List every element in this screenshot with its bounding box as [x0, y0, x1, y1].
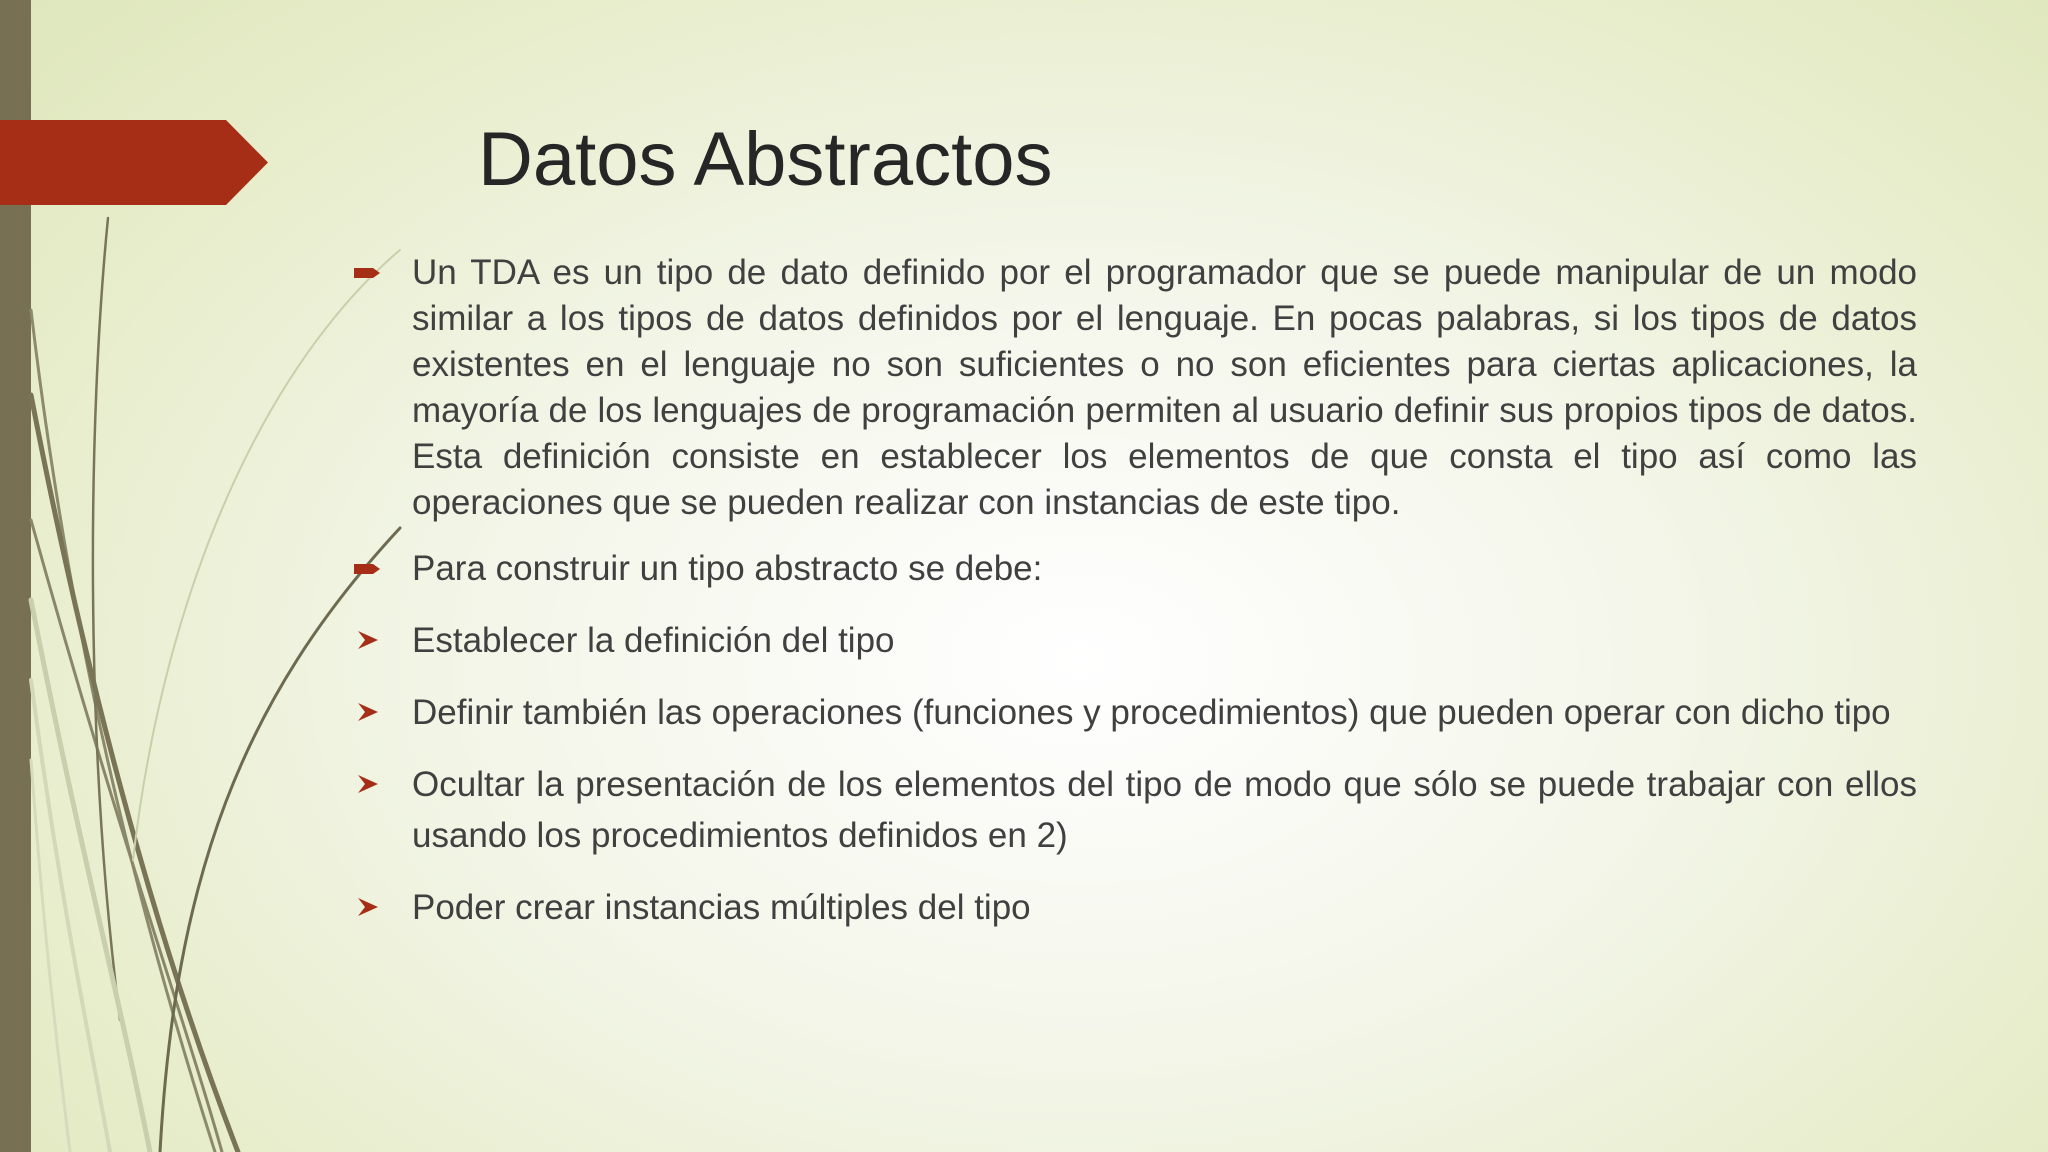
- bullet-text: Un TDA es un tipo de dato definido por el programador que se puede manipular de un modo similar a los tipos de datos definidos por el lenguaje. En pocas palabras, si los tipos de datos existentes en el lenguaje no son suficientes o no son eficientes para ciertas aplicaciones, la mayoría de los lenguajes de programación permiten al usuario definir sus propios tipos de datos. Esta definición consiste en establecer los elementos de que consta el tipo así como las operaciones que se pueden realizar con instancias de este tipo.: [412, 253, 1917, 522]
- step-text: Ocultar la presentación de los elementos del tipo de modo que sólo se puede trabajar con ellos usando los procedimientos definidos en 2): [412, 765, 1917, 855]
- arrowhead-bullet-icon: [356, 773, 386, 795]
- step-text: Poder crear instancias múltiples del tipo: [412, 888, 1031, 927]
- arrowhead-bullet-icon: [356, 896, 386, 918]
- arrowhead-bullet-icon: [356, 629, 386, 651]
- slide-title: Datos Abstractos: [478, 117, 1053, 202]
- step-text: Definir también las operaciones (funciones y procedimientos) que pueden operar con dicho tipo: [412, 693, 1891, 732]
- step-item: [352, 759, 1917, 861]
- filled-arrow-bullet-icon: [354, 262, 384, 284]
- title-accent-tab: [0, 120, 268, 205]
- bullet-item: [352, 544, 1917, 594]
- step-item: [352, 615, 1917, 666]
- arrowhead-bullet-icon: [356, 701, 386, 723]
- step-text: Establecer la definición del tipo: [412, 621, 895, 660]
- bullet-item: [352, 250, 1917, 526]
- slide-content: [352, 250, 1917, 933]
- bullet-text: Para construir un tipo abstracto se debe:: [412, 549, 1043, 588]
- filled-arrow-bullet-icon: [354, 558, 384, 580]
- step-item: [352, 687, 1917, 738]
- step-item: [352, 882, 1917, 933]
